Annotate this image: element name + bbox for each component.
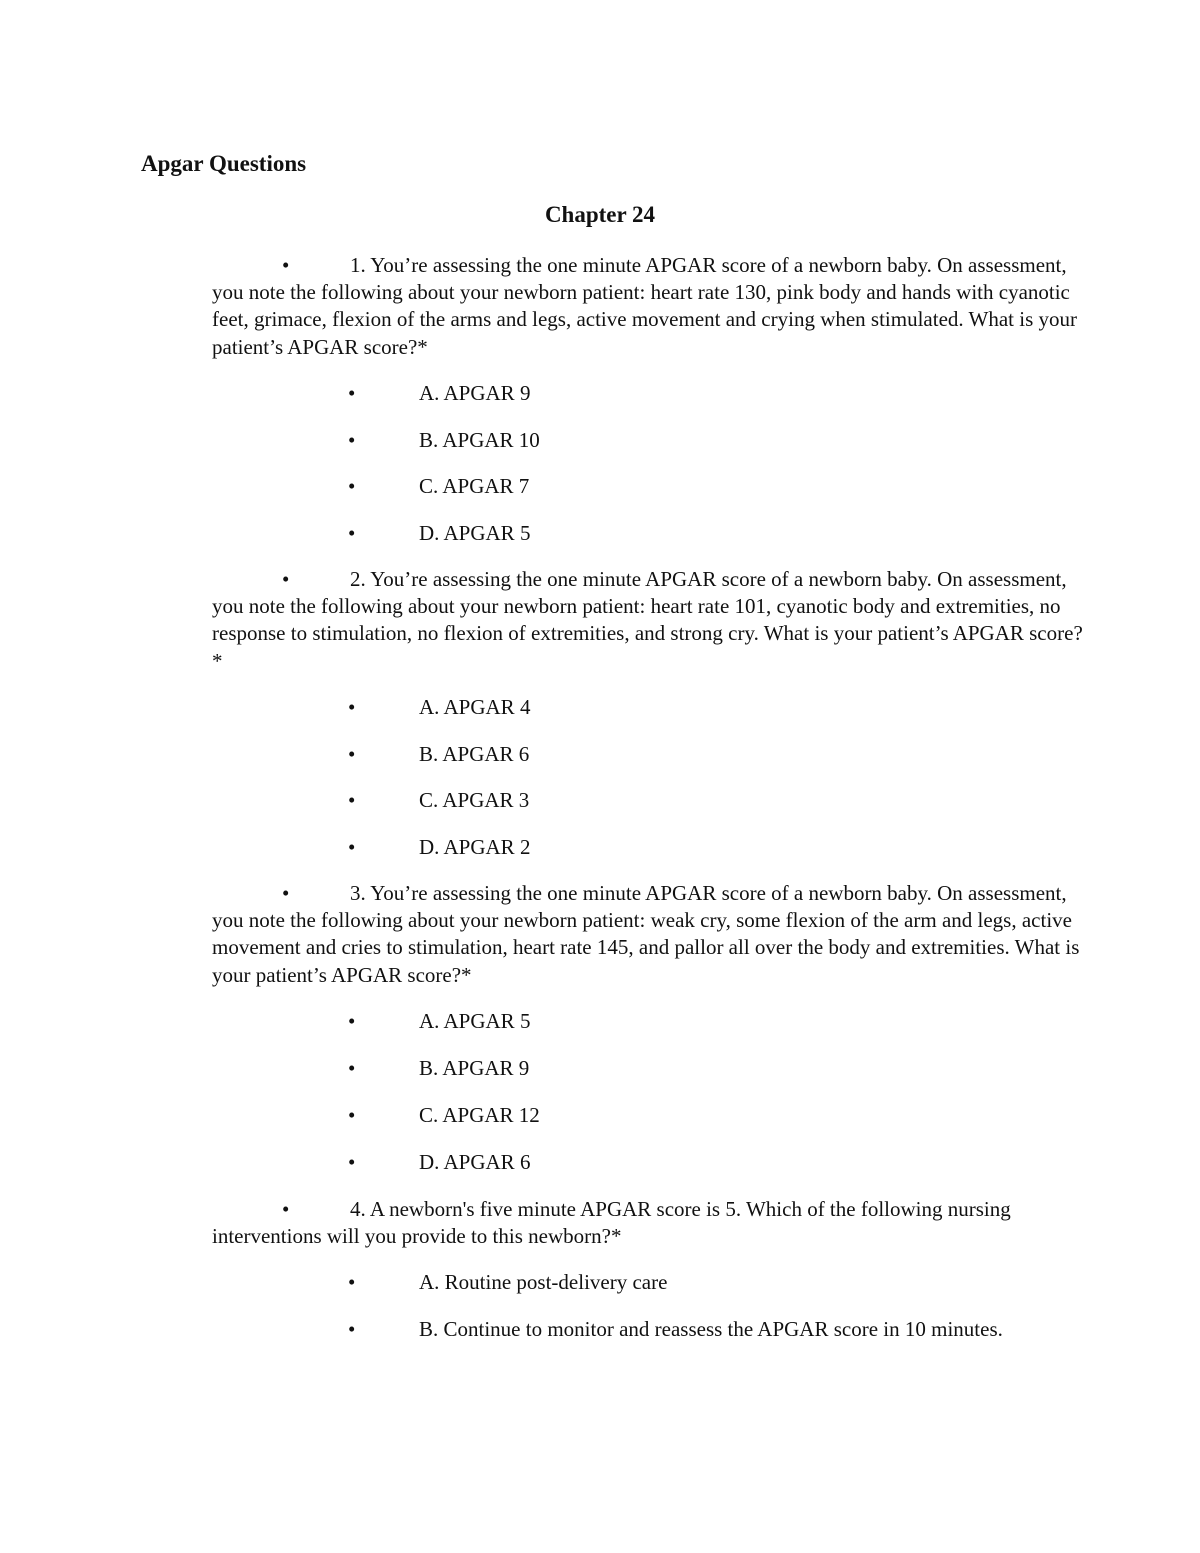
bullet: • — [348, 695, 356, 719]
answer-option-label: B. APGAR 6 — [419, 742, 530, 766]
bullet: • — [348, 1103, 356, 1127]
answer-option-label: D. APGAR 2 — [419, 835, 531, 859]
answer-option-label: B. APGAR 10 — [419, 428, 540, 452]
bullet: • — [348, 381, 356, 405]
bullet: • — [348, 1270, 356, 1294]
answer-option-label: A. APGAR 4 — [419, 695, 531, 719]
question-text: 2. You’re assessing the one minute APGAR score of a newborn baby. On assessment, you note the following about your newborn patient: heart rate 101, cyanotic body and extremities, no response to stimulation, no flexion of extremities, and strong cry. What is your patient’s APGAR score?* — [212, 567, 1083, 673]
answer-option[interactable] — [348, 1102, 540, 1129]
page-title: Apgar Questions — [141, 151, 307, 176]
question-3 — [212, 880, 1092, 989]
bullet: • — [348, 1056, 356, 1080]
answer-option-label: C. APGAR 3 — [419, 788, 530, 812]
answer-option-label: B. APGAR 9 — [419, 1056, 530, 1080]
bullet: • — [348, 835, 356, 859]
answer-option[interactable] — [282, 1316, 1042, 1343]
question-text: 1. You’re assessing the one minute APGAR score of a newborn baby. On assessment, you note the following about your newborn patient: heart rate 130, pink body and hands with cyanotic feet, grimace, flexion of the arms and legs, active movement and crying when stimulated. What is your patient’s APGAR score?* — [212, 253, 1078, 359]
answer-option-label: C. APGAR 7 — [419, 474, 530, 498]
bullet: • — [348, 474, 356, 498]
answer-option[interactable] — [348, 427, 540, 454]
answer-option-label: A. APGAR 5 — [419, 1009, 531, 1033]
question-1 — [212, 252, 1092, 361]
bullet: • — [282, 253, 290, 277]
answer-option[interactable] — [348, 741, 529, 768]
question-4 — [212, 1196, 1092, 1250]
answer-option-label: C. APGAR 12 — [419, 1103, 540, 1127]
question-2 — [212, 566, 1092, 675]
answer-option[interactable] — [348, 1008, 530, 1035]
bullet: • — [348, 521, 356, 545]
answer-option[interactable] — [348, 1149, 530, 1176]
chapter-title: Chapter 24 — [544, 202, 656, 227]
answer-option[interactable] — [348, 694, 530, 721]
bullet: • — [348, 1009, 356, 1033]
answer-option-label: A. APGAR 9 — [419, 381, 531, 405]
bullet: • — [348, 788, 356, 812]
answer-option-label: D. APGAR 5 — [419, 521, 531, 545]
answer-option[interactable] — [348, 834, 530, 861]
question-text: 4. A newborn's five minute APGAR score is 5. Which of the following nursing interventions will you provide to this newborn?* — [212, 1197, 1011, 1249]
bullet: • — [282, 1197, 290, 1221]
answer-option-label: A. Routine post-delivery care — [419, 1270, 668, 1294]
answer-option[interactable] — [348, 473, 529, 500]
bullet: • — [348, 1317, 356, 1341]
answer-option-label: B. Continue to monitor and reassess the APGAR score in 10 minutes. — [419, 1317, 1003, 1341]
bullet: • — [282, 567, 290, 591]
bullet: • — [282, 881, 290, 905]
answer-option-label: D. APGAR 6 — [419, 1150, 531, 1174]
bullet: • — [348, 428, 356, 452]
answer-option[interactable] — [348, 520, 530, 547]
bullet: • — [348, 742, 356, 766]
question-text: 3. You’re assessing the one minute APGAR score of a newborn baby. On assessment, you note the following about your newborn patient: weak cry, some flexion of the arm and legs, active movement and cries to stimulation, heart rate 145, and pallor all over the body and extremities. What is your patient’s APGAR score?* — [212, 881, 1080, 987]
answer-option[interactable] — [348, 1269, 667, 1296]
answer-option[interactable] — [348, 787, 529, 814]
answer-option[interactable] — [348, 380, 530, 407]
answer-option[interactable] — [348, 1055, 529, 1082]
bullet: • — [348, 1150, 356, 1174]
